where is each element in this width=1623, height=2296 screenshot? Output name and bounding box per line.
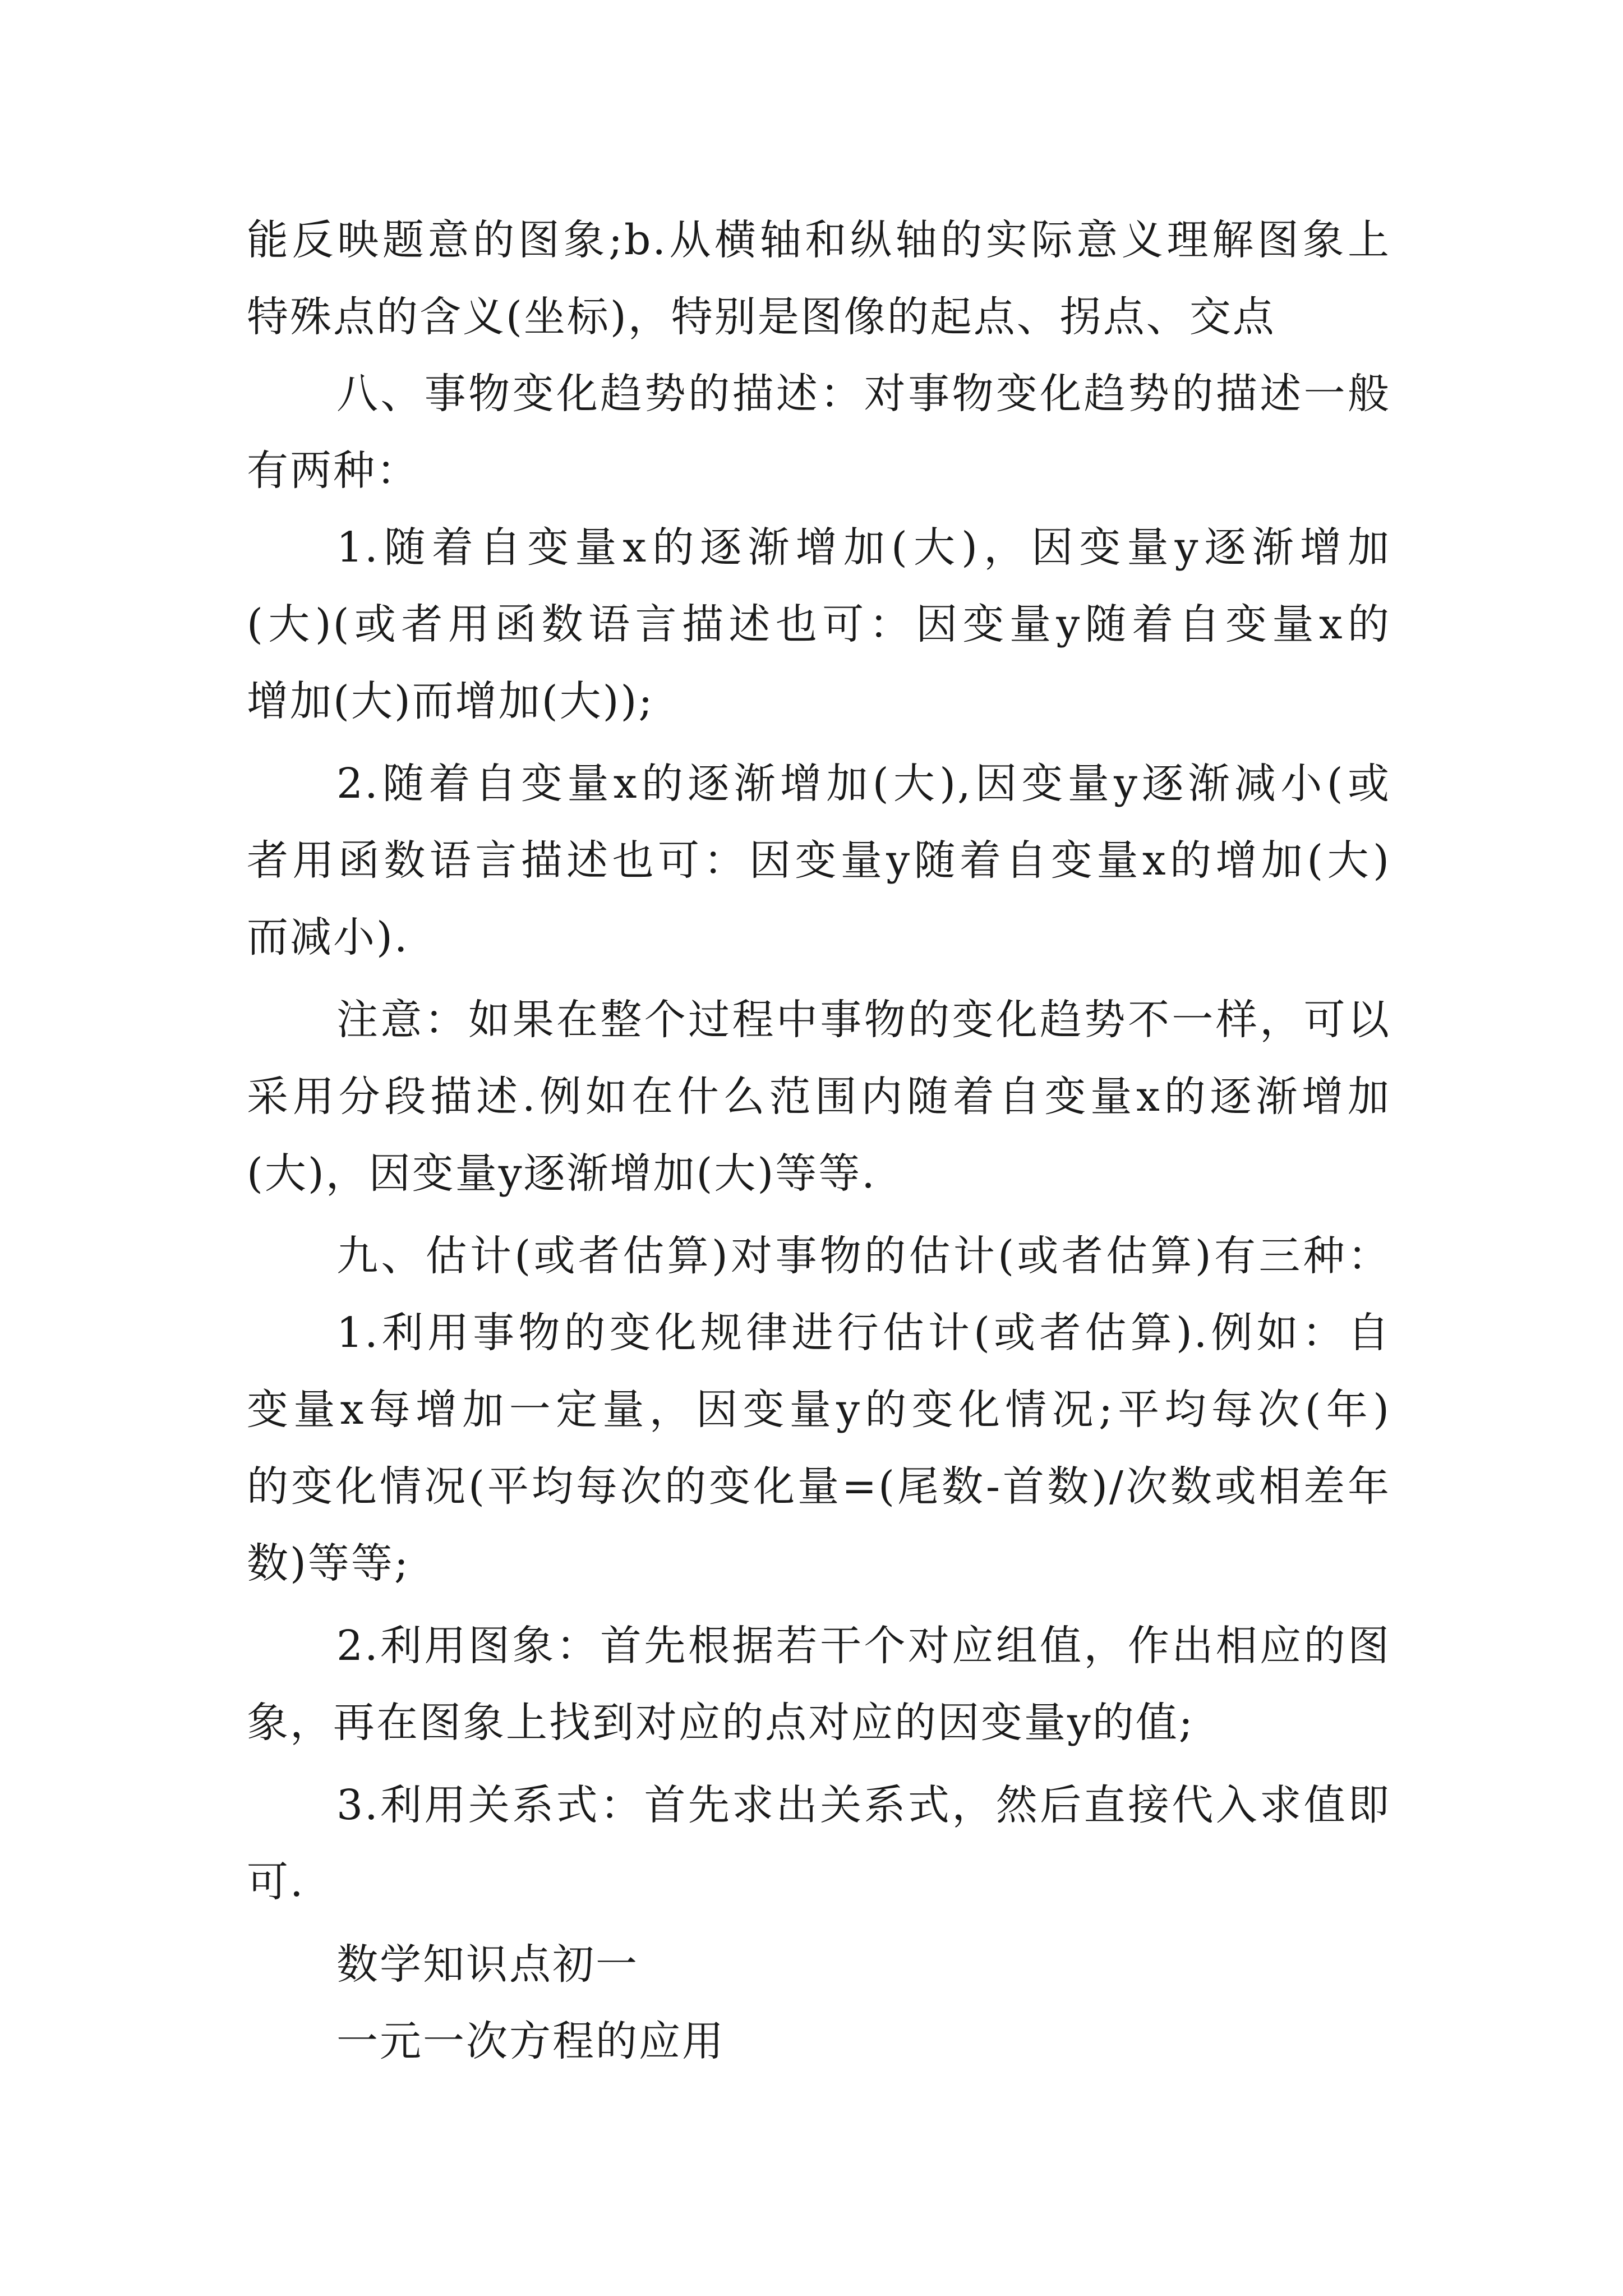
text-line: 有两种： [247,447,419,495]
note-paragraph: 注意：如果在整个过程中事物的变化趋势不一样，可以 [336,996,1391,1044]
text-line: (大)(或者用函数语言描述也可：因变量y随着自变量x的 [247,600,1391,648]
body-text [247,202,1391,2080]
text-line: 能反映题意的图象;b.从横轴和纵轴的实际意义理解图象上 [247,216,1391,264]
text-line: 象，再在图象上找到对应的点对应的因变量y的值; [247,1699,1195,1747]
section-heading-8: 八、事物变化趋势的描述：对事物变化趋势的描述一般 [336,370,1391,418]
text-line: 变量x每增加一定量，因变量y的变化情况;平均每次(年) [247,1386,1391,1434]
text-line: 而减小). [247,913,409,961]
text-line: 可. [247,1858,305,1906]
list-item: 2.随着自变量x的逐渐增加(大),因变量y逐渐减小(或 [336,760,1391,808]
text-line: 特殊点的含义(坐标)，特别是图像的起点、拐点、交点 [247,293,1276,341]
text-line: 数)等等; [247,1539,410,1588]
text-line: (大)，因变量y逐渐增加(大)等等. [247,1149,877,1198]
section-heading-9: 九、估计(或者估算)对事物的估计(或者估算)有三种： [336,1232,1391,1280]
text-line: 增加(大)而增加(大)); [247,677,654,725]
subsection-title: 一元一次方程的应用 [336,2017,725,2065]
list-item: 1.随着自变量x的逐渐增加(大)，因变量y逐渐增加 [336,523,1391,572]
list-item: 1.利用事物的变化规律进行估计(或者估算).例如：自 [336,1309,1391,1357]
text-line: 的变化情况(平均每次的变化量=(尾数-首数)/次数或相差年 [247,1462,1391,1511]
text-line: 者用函数语言描述也可：因变量y随着自变量x的增加(大) [247,836,1391,885]
section-title: 数学知识点初一 [336,1940,639,1989]
list-item: 3.利用关系式：首先求出关系式，然后直接代入求值即 [336,1781,1391,1829]
text-line: 采用分段描述.例如在什么范围内随着自变量x的逐渐增加 [247,1073,1391,1121]
list-item: 2.利用图象：首先根据若干个对应组值，作出相应的图 [336,1622,1391,1670]
